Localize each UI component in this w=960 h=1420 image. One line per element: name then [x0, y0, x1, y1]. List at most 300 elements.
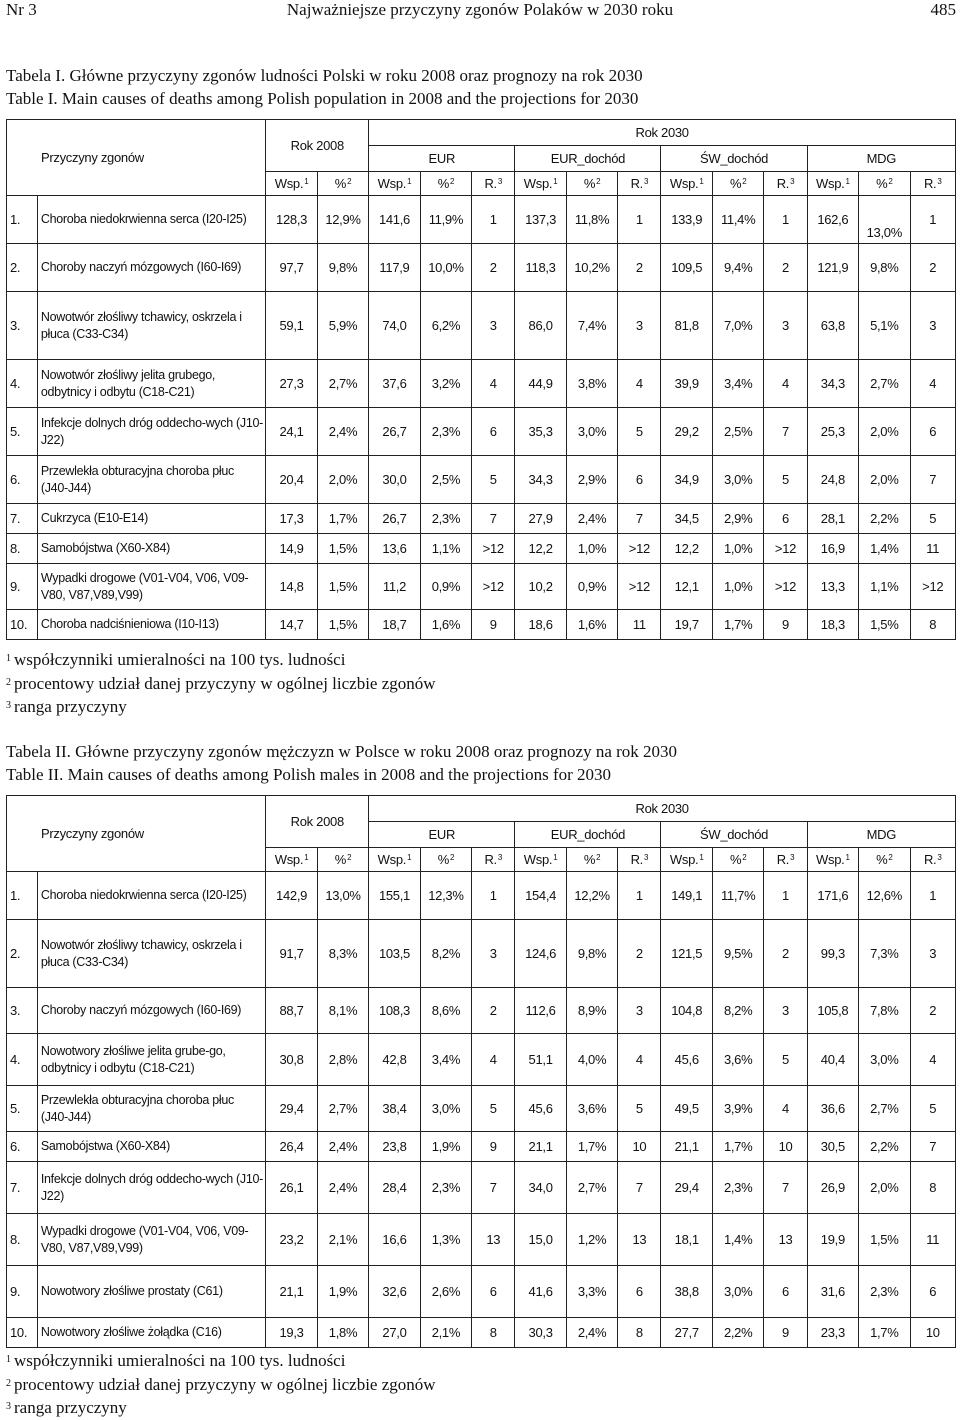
value-cell: 34,3 [515, 456, 566, 504]
value-cell: 10 [910, 1318, 955, 1348]
value-cell: 2,2% [859, 504, 910, 534]
share-header-footnote-ref: 2 [596, 852, 601, 862]
value-cell: 6 [472, 1266, 515, 1318]
cause-cell: Infekcje dolnych dróg oddecho-wych (J10-J22) [37, 1162, 265, 1214]
value-cell: 9 [764, 1318, 807, 1348]
rank-header-footnote-ref: 3 [937, 852, 942, 862]
cause-cell: Cukrzyca (E10-E14) [37, 504, 265, 534]
value-cell: 2 [472, 988, 515, 1034]
footnote-marker: 2 [6, 676, 11, 688]
value-cell: 23,2 [266, 1214, 317, 1266]
value-cell: 1,9% [317, 1266, 368, 1318]
value-cell: 24,1 [266, 408, 317, 456]
value-cell: 9 [764, 610, 807, 640]
table-row [7, 1034, 956, 1086]
value-cell: 86,0 [515, 292, 566, 360]
value-cell: 3 [910, 292, 955, 360]
value-cell: 1,5% [317, 610, 368, 640]
value-cell: 11,7% [712, 872, 763, 920]
footnote [6, 1373, 436, 1397]
rank-header [764, 848, 807, 872]
value-cell: 10 [618, 1132, 661, 1162]
value-cell: 35,3 [515, 408, 566, 456]
value-cell: 121,9 [807, 244, 858, 292]
value-cell: 1,1% [859, 564, 910, 610]
value-cell: 34,5 [661, 504, 712, 534]
value-cell: 2,7% [859, 1086, 910, 1132]
value-cell: 1,2% [566, 1214, 617, 1266]
value-cell: 12,3% [420, 872, 471, 920]
value-cell: 112,6 [515, 988, 566, 1034]
value-cell: 19,3 [266, 1318, 317, 1348]
value-cell: 26,1 [266, 1162, 317, 1214]
rate-header [369, 172, 420, 196]
value-cell: 1,5% [859, 610, 910, 640]
value-cell: >12 [472, 564, 515, 610]
row-number: 10. [7, 610, 38, 640]
value-cell: 1,4% [859, 534, 910, 564]
value-cell: 13,0% [859, 196, 910, 244]
table-row [7, 1132, 956, 1162]
value-cell: 6 [910, 408, 955, 456]
value-cell: 13,3 [807, 564, 858, 610]
rank-header-label: R. [630, 175, 643, 191]
value-cell: 5 [764, 456, 807, 504]
scenario-header: ŚW_dochód [661, 822, 807, 848]
share-header [712, 848, 763, 872]
value-cell: 40,4 [807, 1034, 858, 1086]
value-cell: 88,7 [266, 988, 317, 1034]
value-cell: 1,7% [566, 1132, 617, 1162]
value-cell: 1,8% [317, 1318, 368, 1348]
value-cell: 26,7 [369, 504, 420, 534]
value-cell: 3,0% [712, 456, 763, 504]
row-number: 5. [7, 408, 38, 456]
value-cell: 11 [618, 610, 661, 640]
value-cell: 12,6% [859, 872, 910, 920]
cause-column-header: Przyczyny zgonów [7, 120, 266, 196]
rate-header-footnote-ref: 1 [699, 852, 704, 862]
value-cell: 108,3 [369, 988, 420, 1034]
rate-header-label: Wsp. [669, 175, 699, 191]
value-cell: 1,5% [317, 534, 368, 564]
value-cell: >12 [764, 564, 807, 610]
rank-header [910, 172, 955, 196]
share-header-label: % [583, 175, 596, 191]
value-cell: 31,6 [807, 1266, 858, 1318]
value-cell: 155,1 [369, 872, 420, 920]
row-number: 1. [7, 196, 38, 244]
rate-header-label: Wsp. [274, 175, 304, 191]
table-row [7, 292, 956, 360]
value-cell: 8 [910, 610, 955, 640]
value-cell: 74,0 [369, 292, 420, 360]
rate-header [661, 848, 712, 872]
footnote [6, 1396, 436, 1420]
value-cell: 4 [764, 1086, 807, 1132]
cause-cell: Nowotwory złośliwe żołądka (C16) [37, 1318, 265, 1348]
value-cell: 117,9 [369, 244, 420, 292]
value-cell: 18,3 [807, 610, 858, 640]
share-header-label: % [334, 851, 347, 867]
value-cell: 2,0% [859, 456, 910, 504]
rank-header-label: R. [630, 851, 643, 867]
table2-caption-en: Table II. Main causes of deaths among Polish males in 2008 and the projections for 2030 [6, 765, 612, 784]
value-cell: 2,7% [317, 360, 368, 408]
value-cell: 2,1% [317, 1214, 368, 1266]
cause-cell: Wypadki drogowe (V01-V04, V06, V09-V80, V87,V89,V99) [37, 564, 265, 610]
value-cell: 105,8 [807, 988, 858, 1034]
value-cell: >12 [764, 534, 807, 564]
value-cell: 2 [910, 988, 955, 1034]
value-cell: 6 [910, 1266, 955, 1318]
value-cell: 1,7% [712, 610, 763, 640]
value-cell: 2 [764, 920, 807, 988]
table-row [7, 610, 956, 640]
value-cell: 27,0 [369, 1318, 420, 1348]
header-row [7, 796, 956, 822]
table-row [7, 1162, 956, 1214]
rank-header [472, 848, 515, 872]
value-cell: 26,9 [807, 1162, 858, 1214]
value-cell: 2 [618, 244, 661, 292]
value-cell: 5 [472, 1086, 515, 1132]
value-cell: >12 [618, 564, 661, 610]
table2-footnotes [6, 1349, 436, 1420]
page-number: 485 [930, 0, 956, 19]
footnote [6, 672, 436, 696]
value-cell: 1,7% [712, 1132, 763, 1162]
footnote-text: współczynniki umieralności na 100 tys. ludności [14, 650, 346, 669]
value-cell: 97,7 [266, 244, 317, 292]
value-cell: 8,9% [566, 988, 617, 1034]
value-cell: 4 [764, 360, 807, 408]
value-cell: >12 [910, 564, 955, 610]
value-cell: 5,1% [859, 292, 910, 360]
value-cell: 36,6 [807, 1086, 858, 1132]
value-cell: 3,9% [712, 1086, 763, 1132]
value-cell: 13,0% [317, 872, 368, 920]
rate-header [807, 848, 858, 872]
value-cell: 26,4 [266, 1132, 317, 1162]
table-row [7, 1214, 956, 1266]
value-cell: 8,1% [317, 988, 368, 1034]
value-cell: 29,4 [661, 1162, 712, 1214]
value-cell: 42,8 [369, 1034, 420, 1086]
value-cell: 1,5% [317, 564, 368, 610]
rate-header-footnote-ref: 1 [304, 852, 309, 862]
year-2008-header: Rok 2008 [266, 120, 369, 172]
value-cell: 2,1% [420, 1318, 471, 1348]
rate-header-footnote-ref: 1 [407, 852, 412, 862]
table-row [7, 920, 956, 988]
cause-cell: Samobójstwa (X60-X84) [37, 534, 265, 564]
value-cell: 2,7% [859, 360, 910, 408]
value-cell: 18,7 [369, 610, 420, 640]
value-cell: 1,9% [420, 1132, 471, 1162]
value-cell: 15,0 [515, 1214, 566, 1266]
value-cell: 10,2 [515, 564, 566, 610]
table1-caption-pl: Tabela I. Główne przyczyny zgonów ludności Polski w roku 2008 oraz prognozy na rok 2030 [6, 66, 643, 85]
value-cell: 7 [472, 1162, 515, 1214]
rate-header [266, 172, 317, 196]
value-cell: 13 [618, 1214, 661, 1266]
rank-header-footnote-ref: 3 [644, 176, 649, 186]
value-cell: 34,3 [807, 360, 858, 408]
value-cell: 1,0% [712, 564, 763, 610]
share-header [317, 848, 368, 872]
value-cell: 6 [618, 456, 661, 504]
table-row [7, 1086, 956, 1132]
value-cell: 27,3 [266, 360, 317, 408]
rate-header-label: Wsp. [669, 851, 699, 867]
value-cell: 4 [910, 1034, 955, 1086]
rank-header [764, 172, 807, 196]
value-cell: 2,3% [420, 408, 471, 456]
value-cell: 2,4% [317, 1132, 368, 1162]
scenario-header: ŚW_dochód [661, 146, 807, 172]
value-cell: 14,9 [266, 534, 317, 564]
footnote [6, 648, 436, 672]
value-cell: 9,5% [712, 920, 763, 988]
scenario-header: EUR [369, 822, 515, 848]
value-cell: 2,3% [420, 1162, 471, 1214]
share-header-label: % [583, 851, 596, 867]
cause-cell: Choroba niedokrwienna serca (I20-I25) [37, 196, 265, 244]
value-cell: 1,7% [317, 504, 368, 534]
rate-header-label: Wsp. [274, 851, 304, 867]
cause-cell: Choroby naczyń mózgowych (I60-I69) [37, 988, 265, 1034]
row-number: 4. [7, 360, 38, 408]
row-number: 4. [7, 1034, 38, 1086]
share-header-label: % [729, 175, 742, 191]
cause-cell: Nowotwór złośliwy tchawicy, oskrzela i płuca (C33-C34) [37, 920, 265, 988]
value-cell: 3 [618, 292, 661, 360]
share-header-label: % [876, 175, 888, 191]
value-cell: 2,3% [712, 1162, 763, 1214]
table1-footnotes [6, 648, 436, 719]
share-header-label: % [729, 851, 742, 867]
value-cell: 7 [764, 1162, 807, 1214]
value-cell: 11,4% [712, 196, 763, 244]
row-number: 10. [7, 1318, 38, 1348]
value-cell: 5 [618, 408, 661, 456]
value-cell: 38,4 [369, 1086, 420, 1132]
value-cell: 63,8 [807, 292, 858, 360]
value-cell: 18,6 [515, 610, 566, 640]
rank-header-footnote-ref: 3 [644, 852, 649, 862]
value-cell: 1 [472, 196, 515, 244]
value-cell: 7 [472, 504, 515, 534]
table-row [7, 534, 956, 564]
share-header-footnote-ref: 2 [449, 852, 455, 862]
row-number: 3. [7, 988, 38, 1034]
row-number: 8. [7, 534, 38, 564]
rank-header-footnote-ref: 3 [790, 852, 795, 862]
row-number: 7. [7, 1162, 38, 1214]
value-cell: 1,4% [712, 1214, 763, 1266]
row-number: 2. [7, 244, 38, 292]
value-cell: 12,2% [566, 872, 617, 920]
value-cell: 162,6 [807, 196, 858, 244]
scenario-header: MDG [807, 146, 955, 172]
value-cell: 12,2 [515, 534, 566, 564]
table-row [7, 244, 956, 292]
share-header-footnote-ref: 2 [347, 852, 352, 862]
rate-header-footnote-ref: 1 [553, 176, 558, 186]
share-header-footnote-ref: 2 [888, 176, 893, 186]
cause-cell: Nowotwory złośliwe jelita grube-go, odbytnicy i odbytu (C18-C21) [37, 1034, 265, 1086]
rate-header [515, 172, 566, 196]
share-header-footnote-ref: 2 [347, 176, 352, 186]
value-cell: 3,6% [566, 1086, 617, 1132]
value-cell: 39,9 [661, 360, 712, 408]
value-cell: 149,1 [661, 872, 712, 920]
value-cell: 4 [618, 360, 661, 408]
value-cell: 3,6% [712, 1034, 763, 1086]
value-cell: 2,4% [566, 504, 617, 534]
header-row [7, 120, 956, 146]
value-cell: 14,7 [266, 610, 317, 640]
value-cell: 6 [472, 408, 515, 456]
value-cell: 137,3 [515, 196, 566, 244]
value-cell: 11,9% [420, 196, 471, 244]
scenario-header: EUR_dochód [515, 822, 661, 848]
share-header [317, 172, 368, 196]
value-cell: 154,4 [515, 872, 566, 920]
table1-caption-en: Table I. Main causes of deaths among Polish population in 2008 and the projections for 2030 [6, 89, 639, 108]
value-cell: 6,2% [420, 292, 471, 360]
value-cell: 30,0 [369, 456, 420, 504]
value-cell: 4 [472, 1034, 515, 1086]
cause-cell: Przewlekła obturacyjna choroba płuc (J40-J44) [37, 1086, 265, 1132]
value-cell: 2,3% [420, 504, 471, 534]
scenario-header: EUR [369, 146, 515, 172]
cause-cell: Nowotwór złośliwy jelita grubego, odbytnicy i odbytu (C18-C21) [37, 360, 265, 408]
value-cell: 6 [618, 1266, 661, 1318]
value-cell: 103,5 [369, 920, 420, 988]
value-cell: 9,8% [566, 920, 617, 988]
year-2030-header: Rok 2030 [369, 796, 956, 822]
value-cell: 1,6% [420, 610, 471, 640]
value-cell: 1,3% [420, 1214, 471, 1266]
value-cell: >12 [472, 534, 515, 564]
running-title: Najważniejsze przyczyny zgonów Polaków w 2030 roku [286, 0, 674, 19]
value-cell: 44,9 [515, 360, 566, 408]
share-header-footnote-ref: 2 [596, 176, 601, 186]
footnote-marker: 3 [6, 700, 11, 711]
table-row [7, 1266, 956, 1318]
value-cell: 104,8 [661, 988, 712, 1034]
value-cell: 5,9% [317, 292, 368, 360]
rank-header [472, 172, 515, 196]
value-cell: 45,6 [515, 1086, 566, 1132]
value-cell: 8,6% [420, 988, 471, 1034]
rate-header-footnote-ref: 1 [407, 176, 412, 186]
value-cell: 49,5 [661, 1086, 712, 1132]
row-number: 2. [7, 920, 38, 988]
year-2008-header: Rok 2008 [266, 796, 369, 848]
rate-header [369, 848, 420, 872]
value-cell: 11 [910, 1214, 955, 1266]
value-cell: 118,3 [515, 244, 566, 292]
rate-header-label: Wsp. [377, 175, 407, 191]
value-cell: 11 [910, 534, 955, 564]
value-cell: 23,8 [369, 1132, 420, 1162]
value-cell: 1 [472, 872, 515, 920]
value-cell: 7 [618, 1162, 661, 1214]
footnote [6, 695, 436, 719]
rate-header-label: Wsp. [377, 851, 407, 867]
value-cell: 121,5 [661, 920, 712, 988]
value-cell: 19,7 [661, 610, 712, 640]
share-header-label: % [437, 175, 449, 191]
value-cell: 0,9% [566, 564, 617, 610]
rate-header-label: Wsp. [816, 851, 845, 867]
value-cell: 7 [618, 504, 661, 534]
value-cell: 27,7 [661, 1318, 712, 1348]
cause-cell: Infekcje dolnych dróg oddecho-wych (J10-J22) [37, 408, 265, 456]
value-cell: 3,0% [420, 1086, 471, 1132]
value-cell: 21,1 [266, 1266, 317, 1318]
table-row [7, 988, 956, 1034]
value-cell: 3,0% [859, 1034, 910, 1086]
value-cell: 11,8% [566, 196, 617, 244]
value-cell: 7,3% [859, 920, 910, 988]
share-header [859, 848, 910, 872]
rank-header-label: R. [776, 175, 790, 191]
rate-header-footnote-ref: 1 [304, 176, 309, 186]
rate-header-label: Wsp. [523, 175, 553, 191]
value-cell: 5 [910, 504, 955, 534]
value-cell: 29,2 [661, 408, 712, 456]
value-cell: 7 [764, 408, 807, 456]
value-cell: 2,8% [317, 1034, 368, 1086]
value-cell: 128,3 [266, 196, 317, 244]
row-number: 5. [7, 1086, 38, 1132]
rank-header-footnote-ref: 3 [790, 176, 795, 186]
value-cell: 7 [910, 456, 955, 504]
footnote-text: współczynniki umieralności na 100 tys. ludności [14, 1351, 346, 1370]
rank-header-footnote-ref: 3 [937, 176, 942, 186]
value-cell: 24,8 [807, 456, 858, 504]
row-number: 3. [7, 292, 38, 360]
share-header-label: % [334, 175, 347, 191]
value-cell: 13 [764, 1214, 807, 1266]
value-cell: 2,6% [420, 1266, 471, 1318]
value-cell: 28,1 [807, 504, 858, 534]
value-cell: 3 [472, 292, 515, 360]
value-cell: 21,1 [661, 1132, 712, 1162]
table-row [7, 408, 956, 456]
cause-cell: Wypadki drogowe (V01-V04, V06, V09-V80, V87,V89,V99) [37, 1214, 265, 1266]
value-cell: 0,9% [420, 564, 471, 610]
value-cell: 59,1 [266, 292, 317, 360]
rate-header [807, 172, 858, 196]
value-cell: 2,2% [712, 1318, 763, 1348]
value-cell: 3,4% [420, 1034, 471, 1086]
cause-column-header: Przyczyny zgonów [7, 796, 266, 872]
cause-cell: Nowotwór złośliwy tchawicy, oskrzela i płuca (C33-C34) [37, 292, 265, 360]
share-header [566, 172, 617, 196]
value-cell: 10,2% [566, 244, 617, 292]
footnote-marker: 3 [6, 1401, 11, 1412]
value-cell: 25,3 [807, 408, 858, 456]
value-cell: 2 [764, 244, 807, 292]
scenario-header: MDG [807, 822, 955, 848]
value-cell: 81,8 [661, 292, 712, 360]
value-cell: 29,4 [266, 1086, 317, 1132]
